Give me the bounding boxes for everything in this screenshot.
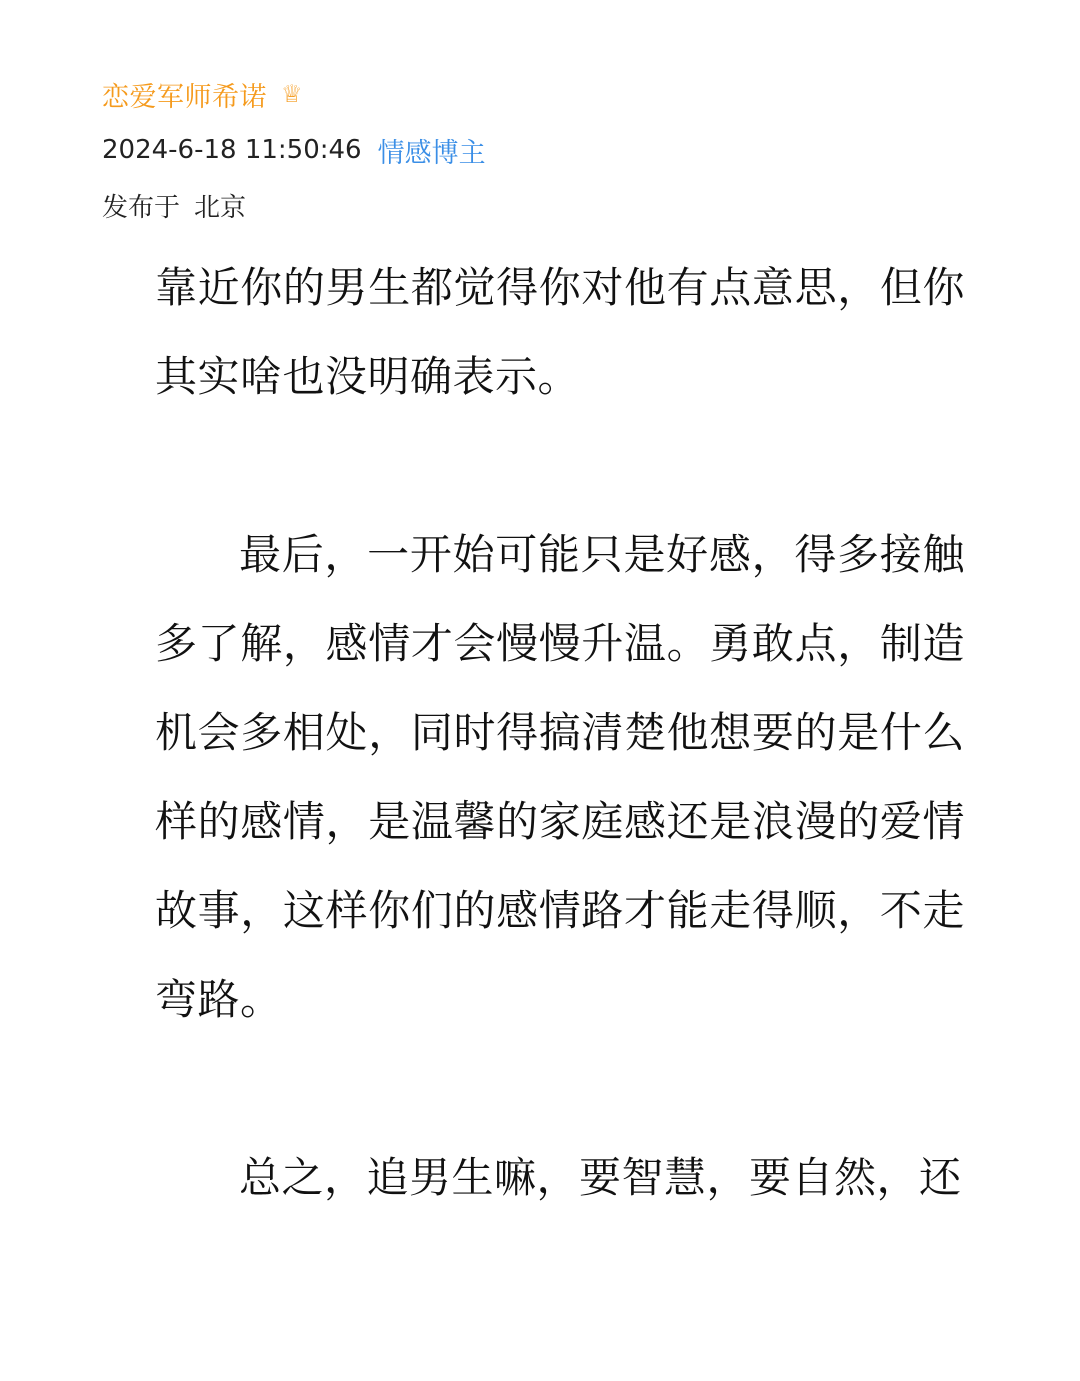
author-role-tag[interactable]: 情感博主 bbox=[377, 137, 486, 169]
location-row bbox=[102, 183, 1002, 227]
meta-row bbox=[102, 128, 1002, 172]
location-value: 北京 bbox=[194, 192, 247, 223]
article-paragraph: 靠近你的男生都觉得你对他有点意思，但你其实啥也没明确表示。 bbox=[155, 263, 965, 401]
crown-icon: ♕ bbox=[281, 80, 303, 108]
article-paragraph: 总之，追男生嘛，要智慧，要自然，还 bbox=[239, 1153, 962, 1202]
post-header bbox=[102, 72, 1002, 227]
article-body bbox=[155, 243, 965, 1222]
post-timestamp: 2024-6-18 11:50:46 bbox=[102, 135, 362, 165]
article-paragraph: 最后，一开始可能只是好感，得多接触多了解，感情才会慢慢升温。勇敢点，制造机会多相处，同时得搞清楚他想要的是什么样的感情，是温馨的家庭感还是浪漫的爱情故事，这样你们的感情路才能走得顺，不走弯路。 bbox=[155, 530, 965, 1024]
author-name[interactable]: 恋爱军师希诺 bbox=[102, 81, 267, 113]
location-prefix: 发布于 bbox=[102, 192, 181, 223]
author-row bbox=[102, 72, 1002, 116]
